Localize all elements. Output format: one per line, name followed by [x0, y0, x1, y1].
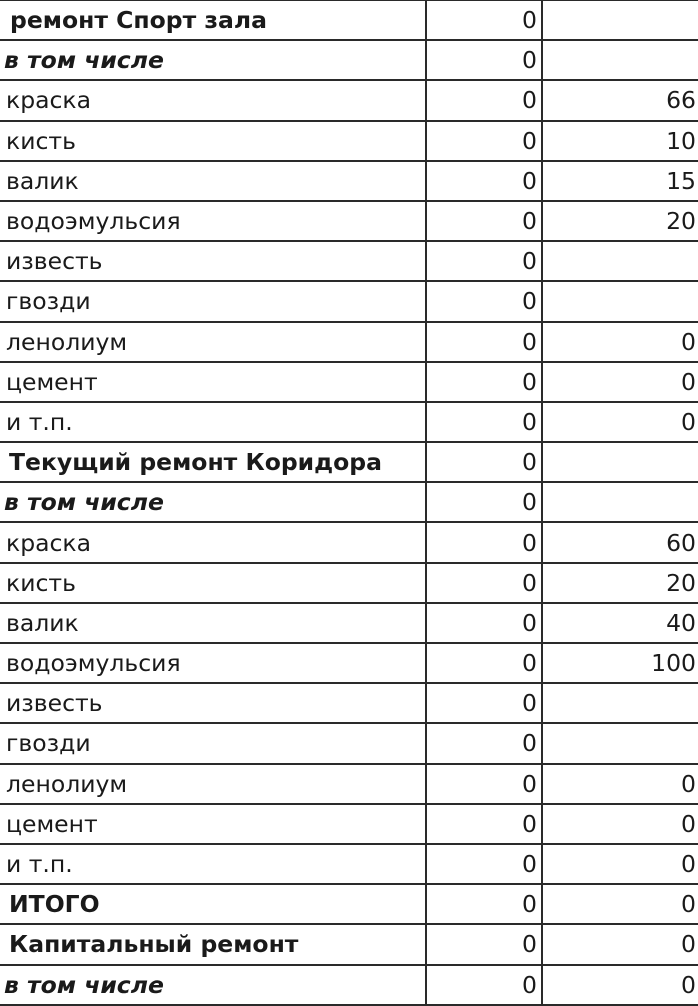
row-label-cell: краска [0, 522, 426, 562]
value-cell-a: 0 [426, 161, 542, 201]
value-cell-a: 0 [426, 322, 542, 362]
value-cell-a: 0 [426, 683, 542, 723]
value-cell-b: 10 [542, 121, 698, 161]
value-cell-a: 0 [426, 0, 542, 40]
value-cell-b [542, 723, 698, 763]
table-row [0, 884, 698, 924]
table-row [0, 241, 698, 281]
row-label-cell: Текущий ремонт Коридора [0, 442, 426, 482]
row-label-cell: валик [0, 161, 426, 201]
value-cell-b: 100 [542, 643, 698, 683]
table-row [0, 522, 698, 562]
row-label-cell: валик [0, 603, 426, 643]
row-label-cell: гвозди [0, 281, 426, 321]
row-label-cell: в том числе [0, 965, 426, 1005]
value-cell-b: 0 [542, 884, 698, 924]
row-label-cell: водоэмульсия [0, 643, 426, 683]
table-row [0, 482, 698, 522]
value-cell-b: 0 [542, 844, 698, 884]
value-cell-b: 40 [542, 603, 698, 643]
value-cell-b: 0 [542, 924, 698, 964]
row-label-cell: кисть [0, 121, 426, 161]
value-cell-b [542, 482, 698, 522]
value-cell-b: 60 [542, 522, 698, 562]
value-cell-a: 0 [426, 362, 542, 402]
value-cell-a: 0 [426, 723, 542, 763]
value-cell-a: 0 [426, 764, 542, 804]
value-cell-b: 0 [542, 322, 698, 362]
row-label-cell: цемент [0, 362, 426, 402]
table-row [0, 924, 698, 964]
value-cell-a: 0 [426, 924, 542, 964]
value-cell-a: 0 [426, 643, 542, 683]
table-row [0, 603, 698, 643]
value-cell-b: 0 [542, 965, 698, 1005]
value-cell-b [542, 40, 698, 80]
value-cell-b: 0 [542, 764, 698, 804]
table-row [0, 121, 698, 161]
value-cell-b [542, 683, 698, 723]
value-cell-b [542, 281, 698, 321]
value-cell-a: 0 [426, 121, 542, 161]
value-cell-b [542, 0, 698, 40]
value-cell-a: 0 [426, 482, 542, 522]
table-row [0, 844, 698, 884]
value-cell-a: 0 [426, 241, 542, 281]
table-row [0, 322, 698, 362]
row-label-cell: и т.п. [0, 402, 426, 442]
row-label-cell: ремонт Спорт зала [0, 0, 426, 40]
table-row [0, 201, 698, 241]
value-cell-b: 20 [542, 201, 698, 241]
row-label-cell: в том числе [0, 482, 426, 522]
table-row [0, 723, 698, 763]
row-label-cell: ленолиум [0, 322, 426, 362]
row-label-cell: цемент [0, 804, 426, 844]
row-label-cell: краска [0, 80, 426, 120]
row-label-cell: в том числе [0, 40, 426, 80]
row-label-cell: водоэмульсия [0, 201, 426, 241]
value-cell-a: 0 [426, 603, 542, 643]
table-row [0, 563, 698, 603]
value-cell-a: 0 [426, 80, 542, 120]
table-row [0, 161, 698, 201]
value-cell-b: 0 [542, 362, 698, 402]
row-label-cell: известь [0, 241, 426, 281]
table-row [0, 362, 698, 402]
value-cell-a: 0 [426, 844, 542, 884]
value-cell-a: 0 [426, 442, 542, 482]
table-row [0, 80, 698, 120]
table-row [0, 804, 698, 844]
table-row [0, 643, 698, 683]
value-cell-b: 66 [542, 80, 698, 120]
value-cell-a: 0 [426, 884, 542, 924]
value-cell-b: 20 [542, 563, 698, 603]
table-row [0, 683, 698, 723]
value-cell-a: 0 [426, 40, 542, 80]
value-cell-a: 0 [426, 402, 542, 442]
value-cell-a: 0 [426, 201, 542, 241]
value-cell-b [542, 442, 698, 482]
table-row [0, 764, 698, 804]
value-cell-a: 0 [426, 281, 542, 321]
value-cell-b: 0 [542, 402, 698, 442]
table-row [0, 402, 698, 442]
value-cell-a: 0 [426, 563, 542, 603]
value-cell-b: 15 [542, 161, 698, 201]
table-row [0, 40, 698, 80]
table-row [0, 0, 698, 40]
value-cell-a: 0 [426, 804, 542, 844]
row-label-cell: гвозди [0, 723, 426, 763]
row-label-cell: кисть [0, 563, 426, 603]
value-cell-a: 0 [426, 522, 542, 562]
row-label-cell: ленолиум [0, 764, 426, 804]
table-row [0, 281, 698, 321]
table-row [0, 442, 698, 482]
table-row [0, 965, 698, 1005]
row-label-cell: Капитальный ремонт [0, 924, 426, 964]
value-cell-b [542, 241, 698, 281]
row-label-cell: известь [0, 683, 426, 723]
row-label-cell: и т.п. [0, 844, 426, 884]
row-label-cell: ИТОГО [0, 884, 426, 924]
value-cell-b: 0 [542, 804, 698, 844]
value-cell-a: 0 [426, 965, 542, 1005]
